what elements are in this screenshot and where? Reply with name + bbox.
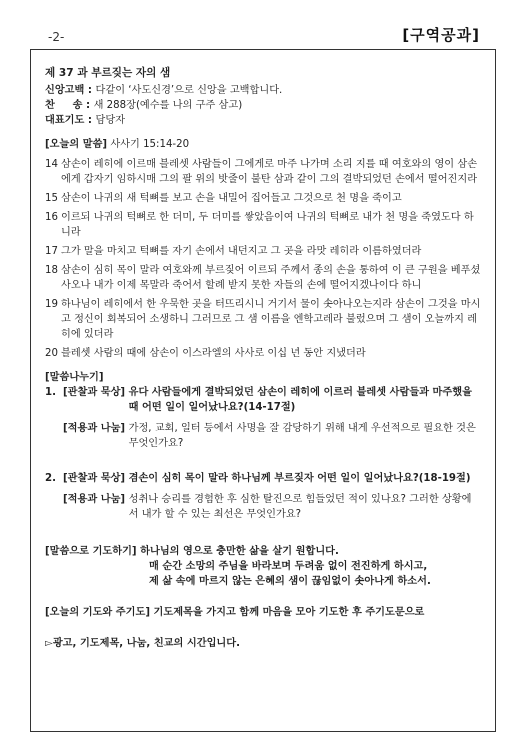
verse-text: 블레셋 사람의 때에 삼손이 이스라엘의 사사로 이십 년 동안 지냈더라 <box>61 348 366 359</box>
verse-item <box>45 244 481 259</box>
question-number: 2. <box>45 473 56 484</box>
prayer-leader-label: 대표기도 : <box>45 115 96 126</box>
question-text: 유다 사람들에게 결박되었던 삼손이 레히에 이르러 블레셋 사람들과 마주했을 때 어떤 일이 일어났나요?(14-17절) <box>128 387 472 413</box>
today-prayer-label: [오늘의 기도와 주기도] <box>45 607 154 618</box>
creed-row <box>45 83 481 98</box>
verse-text: 삼손이 심히 목이 말라 여호와께 부르짖어 이르되 주께서 종의 손을 통하여 이 큰 구원을 베푸셨사오나 내가 이제 목말라 죽어서 할례 받지 못한 자들의 손에 떨어지겠나이다 하니 <box>61 265 481 291</box>
verse-item <box>45 157 481 187</box>
verse-item <box>45 263 481 293</box>
closing-prayer-line-3: 제 삶 속에 마르지 않는 은혜의 샘이 끊임없이 솟아나게 하소서. <box>149 576 431 587</box>
application-text: 가정, 교회, 일터 등에서 사명을 잘 감당하기 위해 내게 우선적으로 필요한 것은 무엇인가요? <box>128 423 476 449</box>
verse-number: 18 <box>45 265 58 276</box>
verse-number: 15 <box>45 193 58 204</box>
closing-prayer-line-2: 매 순간 소망의 주님을 바라보며 두려움 없이 전진하게 하시고, <box>149 561 428 572</box>
application-tag: [적용과 나눔] <box>63 494 129 505</box>
question-tag: [관찰과 묵상] <box>63 473 129 484</box>
question-item <box>45 385 481 415</box>
prayer-leader-row <box>45 113 481 128</box>
scripture-heading: [오늘의 말씀] <box>45 139 108 150</box>
verse-text: 삼손이 나귀의 새 턱뼈를 보고 손을 내밀어 집어들고 그것으로 천 명을 죽이고 <box>61 193 402 204</box>
hymn-label: 찬 송 : <box>45 100 94 111</box>
section-title: [구역공과] <box>402 26 480 44</box>
verse-item <box>45 346 481 361</box>
arrow-icon: ▻ <box>45 638 53 649</box>
lesson-frame <box>30 49 496 732</box>
verse-item <box>45 191 481 206</box>
today-prayer-text: 기도제목을 가지고 함께 마음을 모아 기도한 후 주기도문으로 <box>153 607 425 618</box>
sharing-heading: [말씀나누기] <box>45 372 104 383</box>
hymn-text: 새 288장(예수를 나의 구주 삼고) <box>93 100 243 111</box>
verse-number: 19 <box>45 299 58 310</box>
verse-number: 17 <box>45 246 58 257</box>
hymn-row <box>45 98 481 113</box>
question-number: 1. <box>45 387 56 398</box>
question-tag: [관찰과 묵상] <box>63 387 129 398</box>
application-item <box>63 492 481 522</box>
closing-prayer-row <box>45 544 481 559</box>
verse-text: 하나님이 레히에서 한 우묵한 곳을 터뜨리시니 거기서 물이 솟아나오는지라 삼손이 그것을 마시고 정신이 회복되어 소생하니 그러므로 그 샘 이름을 엔학고레라 불렀으며 그 샘이 오늘까지 레히에 있더라 <box>61 299 481 340</box>
verse-text: 이르되 나귀의 턱뼈로 한 더미, 두 더미를 쌓았음이여 나귀의 턱뼈로 내가 천 명을 죽였도다 하니라 <box>61 212 474 238</box>
question-item <box>45 471 481 486</box>
closing-prayer-line-1: 하나님의 영으로 충만한 삶을 살기 원합니다. <box>140 546 339 557</box>
application-text: 성취나 승리를 경험한 후 심한 탈진으로 힘들었던 적이 있나요? 그러한 상황에서 내가 할 수 있는 최선은 무엇인가요? <box>128 494 472 520</box>
verse-number: 14 <box>45 159 58 170</box>
verse-list <box>45 157 481 361</box>
page-number: -2- <box>48 30 65 44</box>
scripture-heading-row <box>45 137 481 152</box>
application-tag: [적용과 나눔] <box>63 423 129 434</box>
question-text: 겸손이 심히 목이 말라 하나님께 부르짖자 어떤 일이 일어났나요?(18-19절) <box>128 473 471 484</box>
verse-text: 삼손이 레히에 이르매 블레셋 사람들이 그에게로 마주 나가며 소리 지를 때 여호와의 영이 삼손에게 갑자기 임하시매 그의 팔 위의 밧줄이 불탄 삼과 같이 그의 결박되었던 손에서 떨어진지라 <box>61 159 478 185</box>
footer-text: 광고, 기도제목, 나눔, 친교의 시간입니다. <box>52 638 240 649</box>
verse-number: 16 <box>45 212 58 223</box>
verse-text: 그가 말을 마치고 턱뼈를 자기 손에서 내던지고 그 곳을 라맛 레히라 이름하였더라 <box>61 246 422 257</box>
lesson-content <box>45 66 481 651</box>
footer-row <box>45 636 481 651</box>
today-prayer-row <box>45 605 481 620</box>
application-item <box>63 421 481 451</box>
verse-item <box>45 210 481 240</box>
verse-item <box>45 297 481 342</box>
scripture-reference: 사사기 15:14-20 <box>107 139 190 150</box>
verse-number: 20 <box>45 348 58 359</box>
creed-label: 신앙고백 : <box>45 85 96 96</box>
closing-prayer-label: [말씀으로 기도하기] <box>45 546 141 557</box>
lesson-title: 제 37 과 부르짖는 자의 샘 <box>45 67 171 79</box>
creed-text: 다같이 ‘사도신경’으로 신앙을 고백합니다. <box>95 85 283 96</box>
prayer-leader-text: 담당자 <box>95 115 126 126</box>
